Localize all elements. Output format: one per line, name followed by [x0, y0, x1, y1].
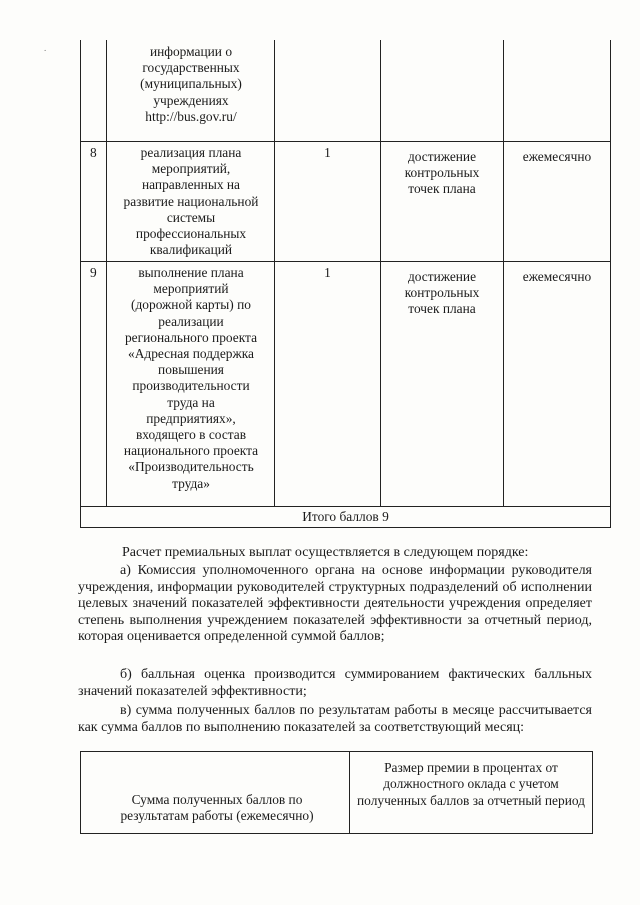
- table-total: Итого баллов 9: [302, 509, 389, 524]
- table-col-divider-1: [106, 40, 107, 506]
- row-8-number: 8: [90, 145, 97, 160]
- paragraph-item-c: в) сумма полученных баллов по результатам работы в месяце рассчитывается как сумма баллов по выполнению показателей за соответствующий месяц:: [78, 703, 592, 735]
- table-border-bottom: [80, 527, 611, 528]
- table-row-divider-8: [80, 141, 611, 142]
- row-9-description: выполнение плана мероприятий (дорожной карты) по реализации регионального проекта «Адресная поддержка повышения производительности труда на предприятиях», входящего в состав национального проекта «Производительность труда»: [123, 265, 259, 491]
- bottom-table-col1-header: Сумма полученных баллов по результатам работы (ежемесячно): [120, 792, 314, 824]
- table-row-divider-9: [80, 261, 611, 262]
- row-8-period: ежемесячно: [522, 149, 592, 164]
- row-8-criterion: достижение контрольных точек плана: [404, 149, 480, 197]
- table-row-divider-total: [80, 506, 611, 507]
- paragraph-item-a: а) Комиссия уполномоченного органа на основе информации руководителя учреждения, информации руководителей структурных подразделений об исполнении целевых значений показателей эффективности деятельности учреждения определяет степень выполнения учреждением показателей эффективности за отчетный период, которая оценивается определенной суммой баллов;: [78, 563, 592, 645]
- bottom-table-left: [80, 751, 81, 834]
- paragraph-item-b: б) балльная оценка производится суммированием фактических балльных значений показателей эффективности;: [78, 667, 592, 699]
- bottom-table-col2-header: Размер премии в процентах от должностного оклада с учетом полученных баллов за отчетный период: [357, 760, 585, 808]
- table-border-right: [610, 40, 611, 527]
- row-9-score: 1: [324, 265, 331, 280]
- partial-row-description: информации о государственных (муниципальных) учреждениях http://bus.gov.ru/: [140, 44, 242, 124]
- bottom-table-bottom: [80, 833, 593, 834]
- bottom-table-divider: [349, 751, 350, 834]
- bottom-table-right: [592, 751, 593, 834]
- paragraph-intro: Расчет премиальных выплат осуществляется в следующем порядке:: [122, 545, 529, 560]
- row-8-score: 1: [324, 145, 331, 160]
- bottom-table-top: [80, 751, 593, 752]
- table-border-left: [80, 40, 81, 527]
- scan-speck: .: [44, 43, 47, 53]
- row-9-number: 9: [90, 265, 97, 280]
- row-9-period: ежемесячно: [522, 269, 592, 284]
- row-8-description: реализация плана мероприятий, направленных на развитие национальной системы профессиональных квалификаций: [123, 145, 259, 258]
- row-9-criterion: достижение контрольных точек плана: [404, 269, 480, 317]
